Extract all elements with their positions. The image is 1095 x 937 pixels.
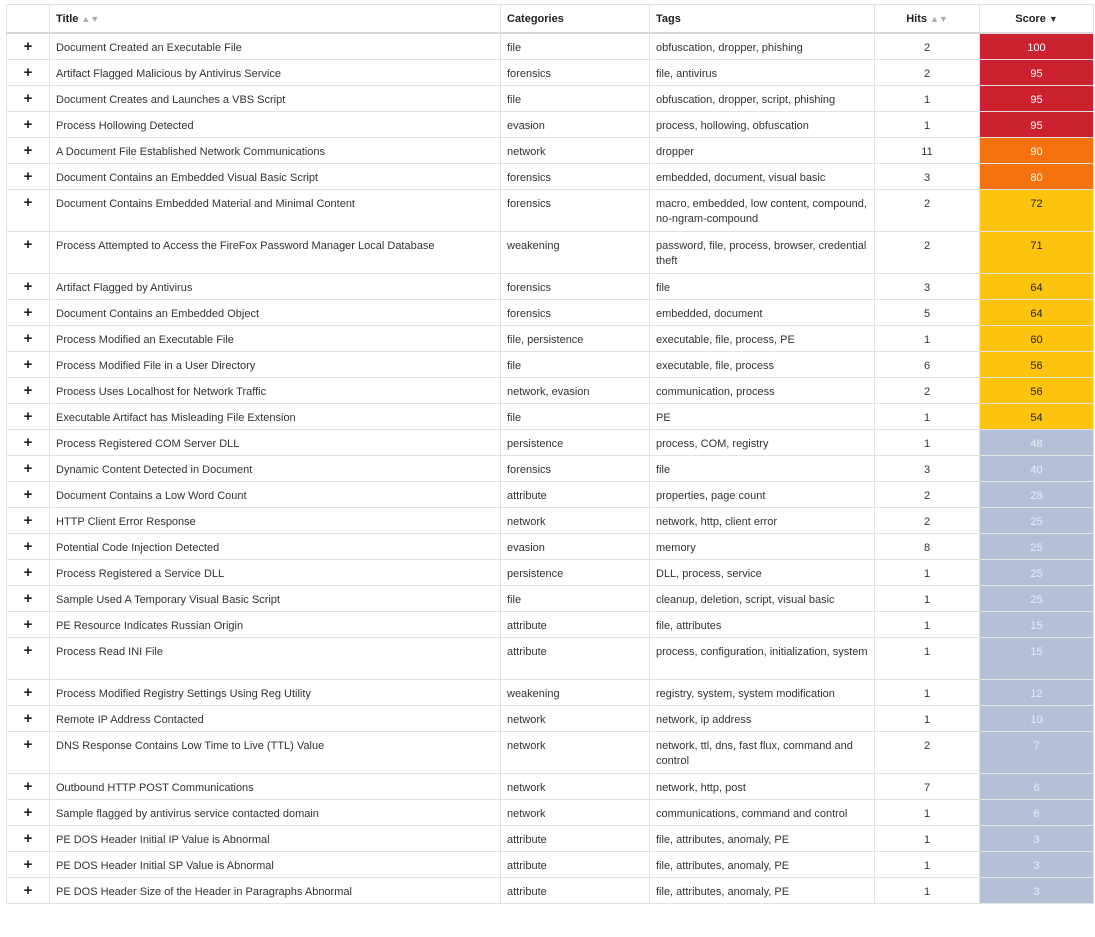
table-row[interactable] (7, 85, 1094, 111)
title-cell: Artifact Flagged Malicious by Antivirus Service (50, 59, 501, 85)
hits-cell: 1 (875, 85, 980, 111)
hits-cell: 1 (875, 825, 980, 851)
categories-column-header[interactable] (501, 5, 650, 34)
tags-cell: file, attributes, anomaly, PE (650, 877, 875, 903)
score-cell: 100 (980, 33, 1094, 59)
title-cell: Process Hollowing Detected (50, 111, 501, 137)
title-cell: Outbound HTTP POST Communications (50, 773, 501, 799)
table-row[interactable] (7, 273, 1094, 299)
table-row[interactable] (7, 585, 1094, 611)
title-cell: Process Registered COM Server DLL (50, 429, 501, 455)
expand-plus-icon[interactable]: + (23, 803, 33, 821)
expand-row-cell[interactable] (7, 611, 50, 637)
expand-row-cell[interactable] (7, 137, 50, 163)
expand-row-cell[interactable] (7, 799, 50, 825)
table-row[interactable] (7, 429, 1094, 455)
tags-cell: memory (650, 533, 875, 559)
table-row[interactable] (7, 481, 1094, 507)
categories-header-label: Categories (507, 12, 564, 25)
score-cell: 25 (980, 533, 1094, 559)
hits-cell: 1 (875, 877, 980, 903)
score-cell: 60 (980, 325, 1094, 351)
categories-cell: network (501, 705, 650, 731)
score-cell: 10 (980, 705, 1094, 731)
table-row[interactable] (7, 799, 1094, 825)
title-cell: Document Contains a Low Word Count (50, 481, 501, 507)
tags-cell: file, attributes, anomaly, PE (650, 825, 875, 851)
expand-row-cell[interactable] (7, 877, 50, 903)
table-row[interactable] (7, 111, 1094, 137)
expand-row-cell[interactable] (7, 533, 50, 559)
expand-row-cell[interactable] (7, 705, 50, 731)
categories-cell: forensics (501, 189, 650, 231)
table-row[interactable] (7, 731, 1094, 773)
categories-cell: file (501, 585, 650, 611)
title-cell: Process Registered a Service DLL (50, 559, 501, 585)
expand-plus-icon[interactable]: + (23, 89, 33, 107)
tags-cell: embedded, document (650, 299, 875, 325)
hits-cell: 3 (875, 163, 980, 189)
expand-plus-icon[interactable]: + (23, 683, 33, 701)
categories-cell: attribute (501, 825, 650, 851)
title-cell: Process Read INI File (50, 637, 501, 679)
expand-row-cell[interactable] (7, 429, 50, 455)
tags-cell: registry, system, system modification (650, 679, 875, 705)
score-cell: 3 (980, 877, 1094, 903)
table-row[interactable] (7, 351, 1094, 377)
expand-plus-icon[interactable]: + (23, 167, 33, 185)
title-cell: PE DOS Header Initial SP Value is Abnormal (50, 851, 501, 877)
categories-cell: forensics (501, 163, 650, 189)
categories-cell: attribute (501, 611, 650, 637)
expand-row-cell[interactable] (7, 351, 50, 377)
table-header (7, 5, 1094, 34)
expand-row-cell[interactable] (7, 481, 50, 507)
expand-row-cell[interactable] (7, 189, 50, 231)
expand-row-cell[interactable] (7, 111, 50, 137)
tags-cell: network, ttl, dns, fast flux, command and control (650, 731, 875, 773)
title-header-label: Title (56, 12, 79, 25)
hits-cell: 1 (875, 559, 980, 585)
expand-row-cell[interactable] (7, 773, 50, 799)
expand-plus-icon[interactable]: + (23, 709, 33, 727)
hits-column-header[interactable] (875, 5, 980, 34)
table-row[interactable] (7, 705, 1094, 731)
table-row[interactable] (7, 377, 1094, 403)
tags-cell: obfuscation, dropper, phishing (650, 33, 875, 59)
expand-row-cell[interactable] (7, 507, 50, 533)
categories-cell: network, evasion (501, 377, 650, 403)
tags-cell: file, antivirus (650, 59, 875, 85)
score-cell: 15 (980, 637, 1094, 679)
score-cell: 40 (980, 455, 1094, 481)
expand-plus-icon[interactable]: + (23, 277, 33, 295)
categories-cell: weakening (501, 231, 650, 273)
score-cell: 64 (980, 273, 1094, 299)
expand-plus-icon[interactable]: + (23, 433, 33, 451)
hits-cell: 1 (875, 325, 980, 351)
score-column-header[interactable] (980, 5, 1094, 34)
hits-cell: 7 (875, 773, 980, 799)
expand-plus-icon[interactable]: + (23, 381, 33, 399)
score-cell: 54 (980, 403, 1094, 429)
hits-cell: 1 (875, 679, 980, 705)
score-cell: 12 (980, 679, 1094, 705)
score-cell: 25 (980, 585, 1094, 611)
title-cell: Process Uses Localhost for Network Traffic (50, 377, 501, 403)
expand-row-cell[interactable] (7, 59, 50, 85)
score-cell: 71 (980, 231, 1094, 273)
score-cell: 56 (980, 377, 1094, 403)
expand-plus-icon[interactable]: + (23, 615, 33, 633)
hits-cell: 2 (875, 59, 980, 85)
expand-row-cell[interactable] (7, 585, 50, 611)
title-cell: Process Modified File in a User Directory (50, 351, 501, 377)
title-cell: Remote IP Address Contacted (50, 705, 501, 731)
categories-cell: file, persistence (501, 325, 650, 351)
table-row[interactable] (7, 679, 1094, 705)
categories-cell: network (501, 731, 650, 773)
table-row[interactable] (7, 773, 1094, 799)
title-cell: DNS Response Contains Low Time to Live (TTL) Value (50, 731, 501, 773)
tags-header-label: Tags (656, 12, 681, 25)
categories-cell: forensics (501, 59, 650, 85)
expand-row-cell[interactable] (7, 637, 50, 679)
title-cell: Document Contains an Embedded Visual Basic Script (50, 163, 501, 189)
table-row[interactable] (7, 851, 1094, 877)
categories-cell: evasion (501, 111, 650, 137)
categories-cell: evasion (501, 533, 650, 559)
score-cell: 72 (980, 189, 1094, 231)
title-cell: Process Modified an Executable File (50, 325, 501, 351)
expand-plus-icon[interactable]: + (23, 735, 33, 753)
title-cell: Artifact Flagged by Antivirus (50, 273, 501, 299)
tags-cell: communications, command and control (650, 799, 875, 825)
table-row[interactable] (7, 33, 1094, 59)
expand-row-cell[interactable] (7, 85, 50, 111)
title-cell: Process Attempted to Access the FireFox Password Manager Local Database (50, 231, 501, 273)
tags-cell: dropper (650, 137, 875, 163)
title-cell: PE DOS Header Size of the Header in Paragraphs Abnormal (50, 877, 501, 903)
title-cell: Potential Code Injection Detected (50, 533, 501, 559)
expand-plus-icon[interactable]: + (23, 63, 33, 81)
tags-cell: properties, page count (650, 481, 875, 507)
tags-cell: process, hollowing, obfuscation (650, 111, 875, 137)
title-cell: Dynamic Content Detected in Document (50, 455, 501, 481)
table-row[interactable] (7, 403, 1094, 429)
hits-cell: 2 (875, 377, 980, 403)
expand-row-cell[interactable] (7, 403, 50, 429)
score-header-label: Score (1015, 12, 1046, 25)
table-row[interactable] (7, 611, 1094, 637)
expand-column-header (7, 5, 50, 34)
table-row[interactable] (7, 299, 1094, 325)
categories-cell: network (501, 773, 650, 799)
score-cell: 90 (980, 137, 1094, 163)
expand-plus-icon[interactable]: + (23, 563, 33, 581)
score-cell: 95 (980, 59, 1094, 85)
tags-cell: obfuscation, dropper, script, phishing (650, 85, 875, 111)
hits-cell: 1 (875, 705, 980, 731)
expand-row-cell[interactable] (7, 679, 50, 705)
expand-plus-icon[interactable]: + (23, 641, 33, 659)
expand-row-cell[interactable] (7, 559, 50, 585)
table-row[interactable] (7, 637, 1094, 679)
hits-cell: 2 (875, 481, 980, 507)
score-cell: 28 (980, 481, 1094, 507)
score-cell: 25 (980, 559, 1094, 585)
tags-cell: DLL, process, service (650, 559, 875, 585)
score-cell: 3 (980, 825, 1094, 851)
hits-cell: 6 (875, 351, 980, 377)
hits-cell: 8 (875, 533, 980, 559)
expand-plus-icon[interactable]: + (23, 855, 33, 873)
categories-cell: network (501, 507, 650, 533)
header-row (7, 5, 1094, 34)
expand-plus-icon[interactable]: + (23, 485, 33, 503)
expand-plus-icon[interactable]: + (23, 193, 33, 211)
expand-row-cell[interactable] (7, 325, 50, 351)
hits-cell: 3 (875, 455, 980, 481)
hits-cell: 1 (875, 429, 980, 455)
signatures-table (6, 4, 1094, 904)
table-body (7, 33, 1094, 903)
table-row[interactable] (7, 59, 1094, 85)
title-cell: PE DOS Header Initial IP Value is Abnormal (50, 825, 501, 851)
title-cell: Document Created an Executable File (50, 33, 501, 59)
title-column-header[interactable] (50, 5, 501, 34)
title-cell: PE Resource Indicates Russian Origin (50, 611, 501, 637)
expand-plus-icon[interactable]: + (23, 407, 33, 425)
title-cell: Sample Used A Temporary Visual Basic Script (50, 585, 501, 611)
expand-row-cell[interactable] (7, 273, 50, 299)
hits-cell: 1 (875, 585, 980, 611)
score-cell: 95 (980, 111, 1094, 137)
table-row[interactable] (7, 137, 1094, 163)
table-row[interactable] (7, 533, 1094, 559)
expand-row-cell[interactable] (7, 377, 50, 403)
tags-cell: communication, process (650, 377, 875, 403)
sort-icon: ▲▼ (81, 13, 100, 24)
hits-cell: 2 (875, 231, 980, 273)
categories-cell: file (501, 403, 650, 429)
categories-cell: file (501, 85, 650, 111)
expand-plus-icon[interactable]: + (23, 235, 33, 253)
expand-row-cell[interactable] (7, 299, 50, 325)
tags-cell: file, attributes (650, 611, 875, 637)
expand-plus-icon[interactable]: + (23, 459, 33, 477)
title-cell: Executable Artifact has Misleading File Extension (50, 403, 501, 429)
categories-cell: file (501, 351, 650, 377)
table-row[interactable] (7, 559, 1094, 585)
score-cell: 80 (980, 163, 1094, 189)
hits-cell: 1 (875, 111, 980, 137)
table-row[interactable] (7, 507, 1094, 533)
tags-cell: file (650, 273, 875, 299)
table-row[interactable] (7, 231, 1094, 273)
expand-plus-icon[interactable]: + (23, 329, 33, 347)
table-row[interactable] (7, 455, 1094, 481)
tags-cell: macro, embedded, low content, compound, no-ngram-compound (650, 189, 875, 231)
expand-plus-icon[interactable]: + (23, 38, 33, 55)
hits-cell: 2 (875, 507, 980, 533)
expand-plus-icon[interactable]: + (23, 141, 33, 159)
tags-cell: PE (650, 403, 875, 429)
categories-cell: forensics (501, 299, 650, 325)
title-cell: A Document File Established Network Communications (50, 137, 501, 163)
title-cell: Document Creates and Launches a VBS Script (50, 85, 501, 111)
hits-cell: 1 (875, 799, 980, 825)
categories-cell: weakening (501, 679, 650, 705)
categories-cell: attribute (501, 637, 650, 679)
expand-plus-icon[interactable]: + (23, 777, 33, 795)
hits-cell: 3 (875, 273, 980, 299)
table-row[interactable] (7, 825, 1094, 851)
tags-cell: network, http, post (650, 773, 875, 799)
tags-cell: password, file, process, browser, credential theft (650, 231, 875, 273)
expand-row-cell[interactable] (7, 33, 50, 59)
tags-cell: embedded, document, visual basic (650, 163, 875, 189)
expand-row-cell[interactable] (7, 825, 50, 851)
expand-plus-icon[interactable]: + (23, 537, 33, 555)
table-row[interactable] (7, 877, 1094, 903)
score-cell: 6 (980, 799, 1094, 825)
title-cell: Process Modified Registry Settings Using Reg Utility (50, 679, 501, 705)
expand-row-cell[interactable] (7, 231, 50, 273)
tags-column-header[interactable] (650, 5, 875, 34)
categories-cell: persistence (501, 429, 650, 455)
categories-cell: attribute (501, 851, 650, 877)
categories-cell: attribute (501, 877, 650, 903)
table-row[interactable] (7, 325, 1094, 351)
table-row[interactable] (7, 163, 1094, 189)
score-cell: 7 (980, 731, 1094, 773)
expand-row-cell[interactable] (7, 163, 50, 189)
score-cell: 48 (980, 429, 1094, 455)
expand-plus-icon[interactable]: + (23, 511, 33, 529)
tags-cell: cleanup, deletion, script, visual basic (650, 585, 875, 611)
expand-row-cell[interactable] (7, 731, 50, 773)
score-cell: 6 (980, 773, 1094, 799)
tags-cell: process, COM, registry (650, 429, 875, 455)
score-cell: 64 (980, 299, 1094, 325)
title-cell: Document Contains an Embedded Object (50, 299, 501, 325)
categories-cell: forensics (501, 273, 650, 299)
hits-cell: 1 (875, 611, 980, 637)
hits-cell: 2 (875, 33, 980, 59)
expand-row-cell[interactable] (7, 455, 50, 481)
score-cell: 25 (980, 507, 1094, 533)
hits-cell: 1 (875, 637, 980, 679)
categories-cell: attribute (501, 481, 650, 507)
score-cell: 56 (980, 351, 1094, 377)
hits-cell: 11 (875, 137, 980, 163)
hits-cell: 1 (875, 403, 980, 429)
tags-cell: network, ip address (650, 705, 875, 731)
categories-cell: network (501, 799, 650, 825)
tags-cell: process, configuration, initialization, system (650, 637, 875, 679)
categories-cell: network (501, 137, 650, 163)
categories-cell: file (501, 33, 650, 59)
score-cell: 15 (980, 611, 1094, 637)
hits-header-label: Hits (906, 12, 927, 25)
score-cell: 3 (980, 851, 1094, 877)
score-cell: 95 (980, 85, 1094, 111)
hits-cell: 1 (875, 851, 980, 877)
hits-cell: 2 (875, 731, 980, 773)
title-cell: Document Contains Embedded Material and Minimal Content (50, 189, 501, 231)
table-row[interactable] (7, 189, 1094, 231)
hits-cell: 5 (875, 299, 980, 325)
sort-descending-icon: ▼ (1048, 13, 1058, 24)
title-cell: Sample flagged by antivirus service contacted domain (50, 799, 501, 825)
expand-plus-icon[interactable]: + (23, 829, 33, 847)
tags-cell: file, attributes, anomaly, PE (650, 851, 875, 877)
tags-cell: network, http, client error (650, 507, 875, 533)
tags-cell: file (650, 455, 875, 481)
expand-plus-icon[interactable]: + (23, 303, 33, 321)
sort-icon: ▲▼ (929, 13, 948, 24)
expand-plus-icon[interactable]: + (23, 881, 33, 899)
expand-plus-icon[interactable]: + (23, 355, 33, 373)
expand-plus-icon[interactable]: + (23, 589, 33, 607)
expand-plus-icon[interactable]: + (23, 115, 33, 133)
categories-cell: forensics (501, 455, 650, 481)
tags-cell: executable, file, process, PE (650, 325, 875, 351)
expand-row-cell[interactable] (7, 851, 50, 877)
hits-cell: 2 (875, 189, 980, 231)
title-cell: HTTP Client Error Response (50, 507, 501, 533)
categories-cell: persistence (501, 559, 650, 585)
tags-cell: executable, file, process (650, 351, 875, 377)
